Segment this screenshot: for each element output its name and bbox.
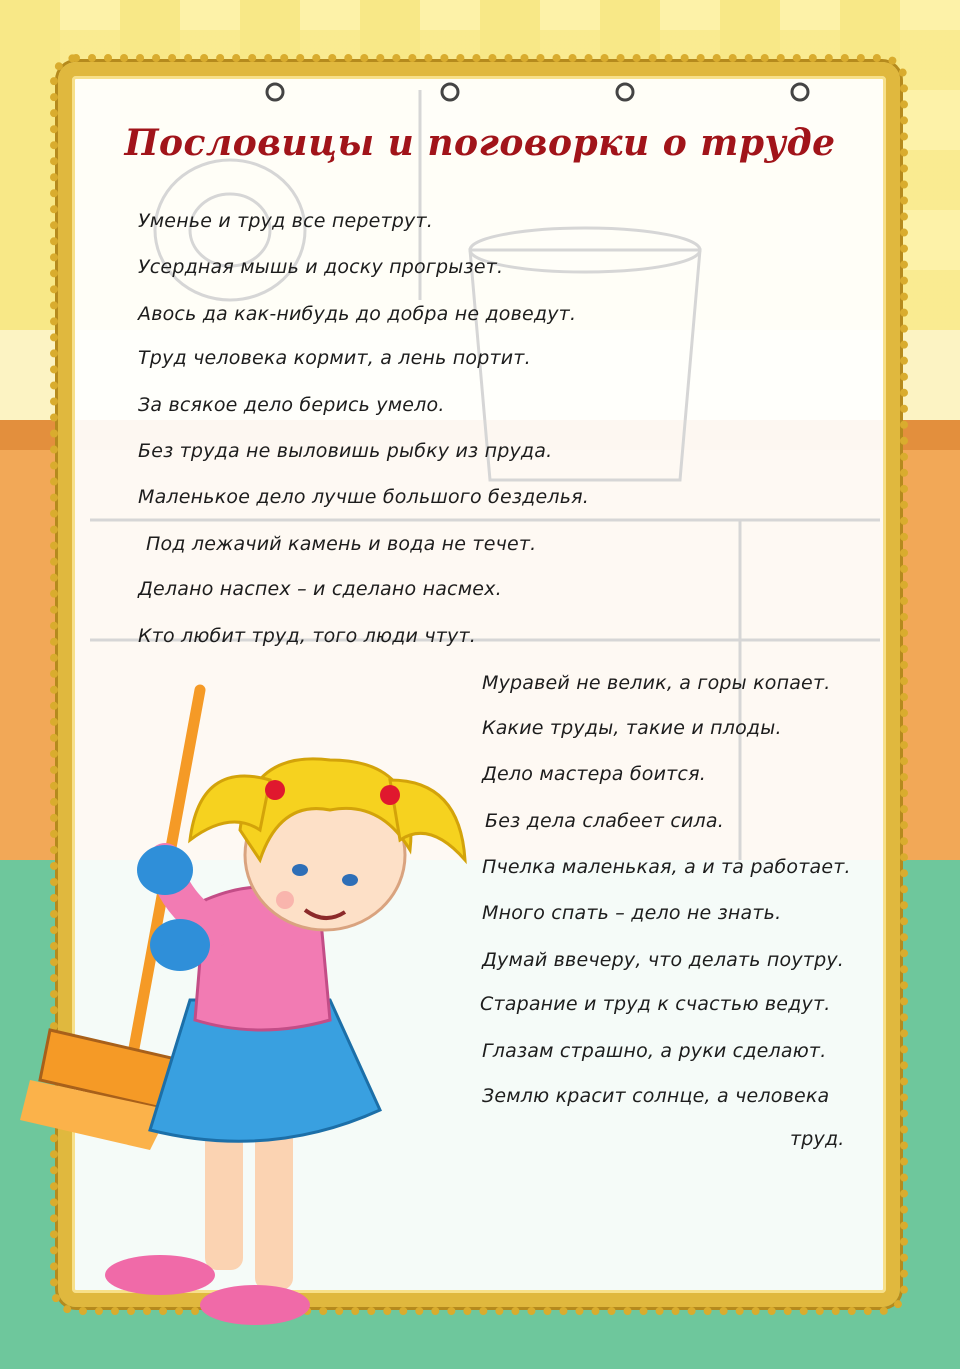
proverb-line: Дело мастера боится.: [482, 763, 706, 785]
proverb-line: Много спать – дело не знать.: [482, 902, 782, 924]
proverb-line: За всякое дело берись умело.: [138, 394, 445, 416]
proverb-line: Авось да как-нибудь до добра не доведут.: [138, 303, 577, 325]
proverb-line: Какие труды, такие и плоды.: [482, 717, 782, 739]
proverb-line: Делано наспех – и сделано насмех.: [138, 578, 502, 600]
proverb-line: Глазам страшно, а руки сделают.: [482, 1040, 827, 1062]
proverb-line: Пчелка маленькая, а и та работает.: [482, 856, 851, 878]
proverb-line: Землю красит солнце, а человека: [482, 1085, 830, 1107]
proverb-line: Думай ввечеру, что делать поутру.: [482, 949, 845, 971]
proverb-line: Труд человека кормит, а лень портит.: [138, 347, 531, 369]
proverb-line: Уменье и труд все перетрут.: [138, 210, 434, 232]
proverb-line: труд.: [790, 1128, 845, 1150]
proverb-line: Кто любит труд, того люди чтут.: [138, 625, 476, 647]
proverb-line: Старание и труд к счастью ведут.: [480, 993, 831, 1015]
proverb-line: Без дела слабеет сила.: [485, 810, 724, 832]
proverb-line: Без труда не выловишь рыбку из пруда.: [138, 440, 553, 462]
proverb-line: Под лежачий камень и вода не течет.: [146, 533, 537, 555]
proverb-line: Маленькое дело лучше большого безделья.: [138, 486, 589, 508]
proverb-line: Усердная мышь и доску прогрызет.: [138, 256, 504, 278]
page-title: Пословицы и поговорки о труде: [124, 122, 836, 164]
proverb-line: Муравей не велик, а горы копает.: [482, 672, 831, 694]
